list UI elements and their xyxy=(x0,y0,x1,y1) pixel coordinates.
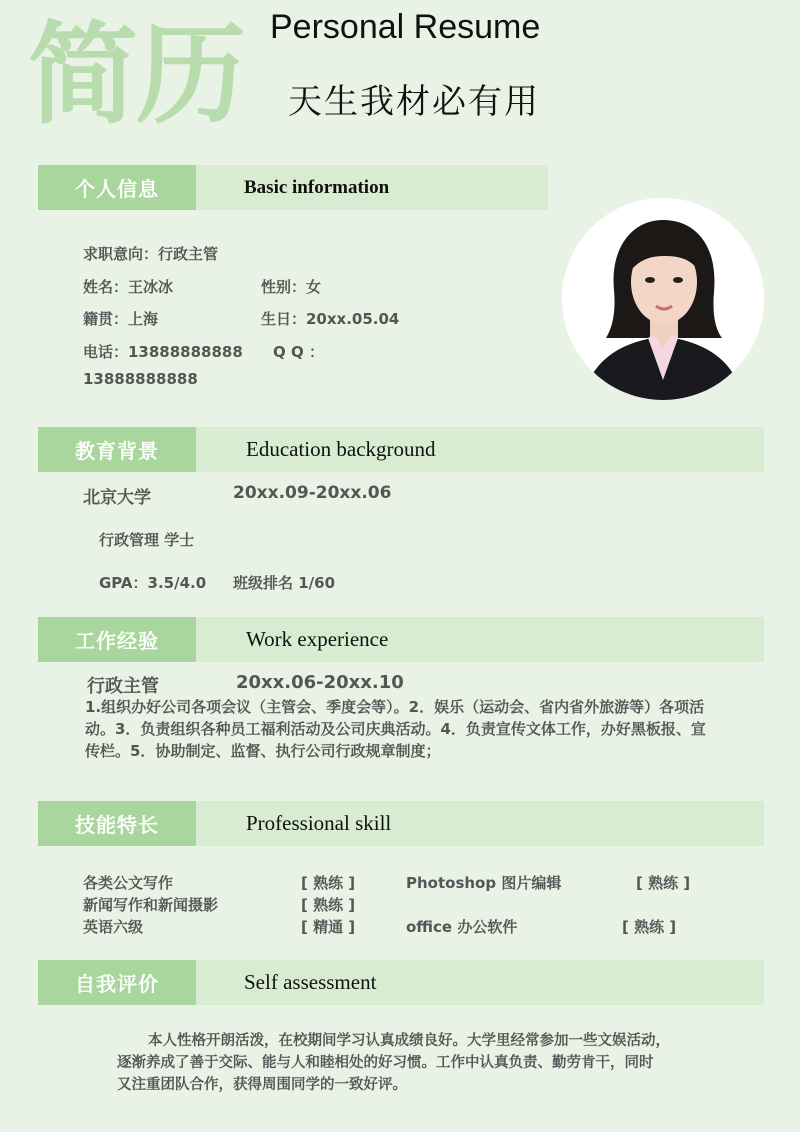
skill-level: [ 熟练 ] xyxy=(622,918,677,936)
work-description-line: 1.组织办好公司各项会议（主管会、季度会等）。2．娱乐（运动会、省内省外旅游等）各项活 xyxy=(85,698,705,716)
profile-photo xyxy=(562,198,764,400)
section-title-self: Self assessment xyxy=(244,970,377,994)
section-title-basic: Basic information xyxy=(244,176,390,198)
skill-level: [ 熟练 ] xyxy=(301,874,356,892)
section-bar-basic xyxy=(38,165,548,210)
skill-name: office 办公软件 xyxy=(406,918,518,936)
skill-name: 新闻写作和新闻摄影 xyxy=(83,896,219,914)
section-bar-work xyxy=(38,617,764,662)
skill-level: [ 精通 ] xyxy=(301,918,356,936)
major-degree: 行政管理 学士 xyxy=(99,531,195,549)
phone-text: 电话：13888888888 xyxy=(83,343,243,361)
self-assessment-line: 逐渐养成了善于交际、能与人和睦相处的好习惯。工作中认真负责、勤劳肯干，同时 xyxy=(117,1055,654,1071)
qq-value: 13888888888 xyxy=(83,370,198,388)
section-bar-education xyxy=(38,427,764,472)
section-title-work: Work experience xyxy=(246,627,389,651)
work-description xyxy=(85,696,775,762)
school-name: 北京大学 xyxy=(83,488,151,508)
page-title-cn: 天生我材必有用 xyxy=(288,82,540,122)
section-tag-education: 教育背景 xyxy=(38,427,196,472)
section-title-skills: Professional skill xyxy=(246,811,392,835)
self-assessment-line: 本人性格开朗活泼，在校期间学习认真成绩良好。大学里经常参加一些文娱活动， xyxy=(148,1033,670,1049)
work-position: 行政主管 xyxy=(87,676,159,697)
objective-text: 求职意向：行政主管 xyxy=(83,245,219,263)
profile-photo-illustration xyxy=(562,198,764,400)
hometown-text: 籍贯：上海 xyxy=(83,310,159,328)
work-description-line: 动。3．负责组织各种员工福利活动及公司庆典活动。4．负责宣传文体工作，办好黑板报、宣 xyxy=(85,720,706,738)
skill-level: [ 熟练 ] xyxy=(301,896,356,914)
section-tag-work: 工作经验 xyxy=(38,617,196,662)
work-description-line: 传栏。5．协助制定、监督、执行公司行政规章制度； xyxy=(85,742,441,760)
gender-text: 性别：女 xyxy=(261,278,322,296)
section-tag-basic: 个人信息 xyxy=(38,165,196,210)
education-period: 20xx.09-20xx.06 xyxy=(233,483,392,503)
page-title-en: Personal Resume xyxy=(270,8,541,46)
section-tag-self: 自我评价 xyxy=(38,960,196,1005)
qq-label: Q Q ： xyxy=(273,343,324,361)
skill-name: Photoshop 图片编辑 xyxy=(406,874,562,892)
self-assessment-line: 又注重团队合作，获得周围同学的一致好评。 xyxy=(117,1077,407,1093)
watermark-title: 简历 xyxy=(28,11,244,139)
name-text: 姓名：王冰冰 xyxy=(83,278,174,296)
skill-name: 各类公文写作 xyxy=(83,874,174,892)
work-period: 20xx.06-20xx.10 xyxy=(236,672,404,693)
skill-name: 英语六级 xyxy=(83,918,144,936)
section-bar-skills xyxy=(38,801,764,846)
self-assessment-text xyxy=(117,1030,777,1096)
section-bar-self xyxy=(38,960,764,1005)
section-tag-skills: 技能特长 xyxy=(38,801,196,846)
section-title-education: Education background xyxy=(246,437,436,461)
class-rank-text: 班级排名 1/60 xyxy=(233,574,336,592)
birthday-text: 生日：20xx.05.04 xyxy=(261,310,400,328)
skill-level: [ 熟练 ] xyxy=(636,874,691,892)
gpa-text: GPA：3.5/4.0 xyxy=(99,574,207,592)
